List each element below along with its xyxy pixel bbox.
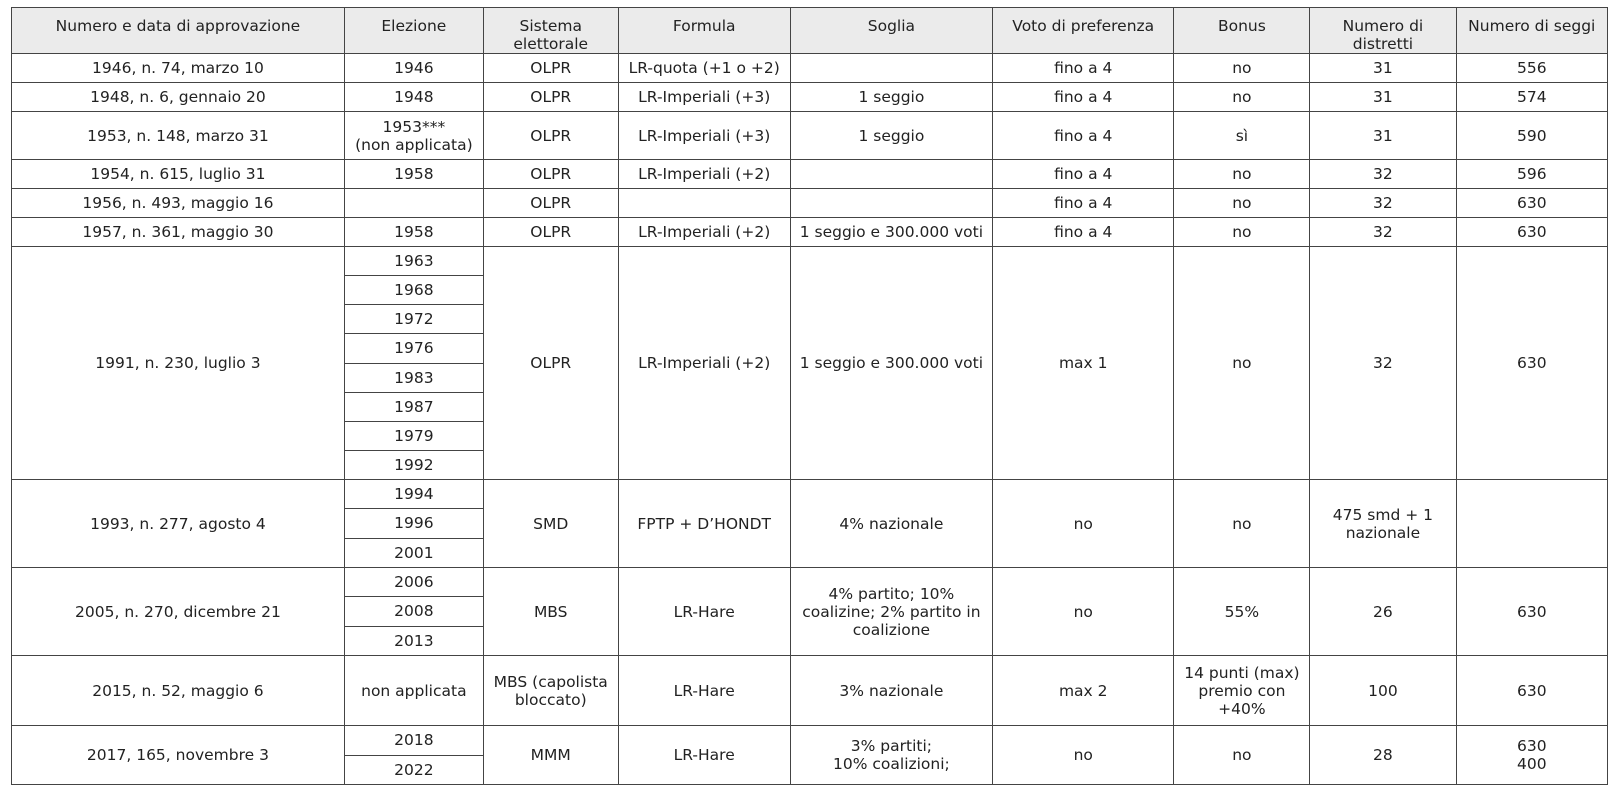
cell-text: OLPR bbox=[530, 165, 572, 183]
cell-elezione bbox=[344, 726, 483, 785]
election-year: 2018 bbox=[345, 726, 483, 756]
cell-text: 3% nazionale bbox=[839, 681, 944, 700]
cell-approvazione bbox=[12, 112, 345, 160]
cell-text: nazionale bbox=[1345, 523, 1421, 542]
table-row bbox=[12, 83, 1608, 112]
election-year: 1979 bbox=[345, 422, 483, 451]
cell-text: MMM bbox=[530, 746, 571, 764]
election-year: 1958 bbox=[394, 223, 434, 241]
cell-preferenza bbox=[993, 656, 1174, 726]
cell-formula bbox=[618, 83, 790, 112]
cell-distretti bbox=[1310, 83, 1456, 112]
cell-text: 32 bbox=[1373, 354, 1393, 372]
cell-text: bloccato) bbox=[514, 690, 587, 709]
cell-text: 1957, n. 361, maggio 30 bbox=[82, 223, 274, 241]
header-bonus: Bonus bbox=[1174, 8, 1310, 54]
cell-preferenza bbox=[993, 726, 1174, 785]
cell-approvazione bbox=[12, 218, 345, 247]
election-year: 2001 bbox=[394, 543, 434, 562]
cell-preferenza bbox=[993, 568, 1174, 656]
cell-bonus bbox=[1174, 54, 1310, 83]
election-year: 1968 bbox=[345, 276, 483, 305]
table-row bbox=[12, 160, 1608, 189]
cell-text: LR-Imperiali (+3) bbox=[638, 88, 771, 106]
cell-text: no bbox=[1232, 59, 1252, 77]
header-preferenza: Voto di preferenza bbox=[993, 8, 1174, 54]
cell-text: fino a 4 bbox=[1054, 59, 1113, 77]
cell-bonus bbox=[1174, 189, 1310, 218]
cell-bonus bbox=[1174, 160, 1310, 189]
cell-elezione bbox=[344, 247, 483, 480]
cell-soglia bbox=[790, 247, 992, 480]
cell-text: LR-quota (+1 o +2) bbox=[628, 59, 780, 77]
election-list bbox=[345, 726, 483, 784]
cell-text: sì bbox=[1235, 126, 1249, 145]
cell-distretti bbox=[1310, 160, 1456, 189]
election-list bbox=[345, 568, 483, 655]
cell-sistema bbox=[483, 656, 618, 726]
cell-text: no bbox=[1232, 165, 1252, 183]
cell-seggi bbox=[1456, 160, 1607, 189]
cell-text: OLPR bbox=[530, 194, 572, 212]
table-body bbox=[12, 54, 1608, 785]
cell-soglia bbox=[790, 112, 992, 160]
cell-seggi bbox=[1456, 189, 1607, 218]
election-year: 1958 bbox=[394, 165, 434, 183]
cell-formula bbox=[618, 160, 790, 189]
cell-text: no bbox=[1232, 88, 1252, 106]
header-sistema: Sistema elettorale bbox=[483, 8, 618, 54]
cell-text: MBS bbox=[533, 602, 568, 621]
cell-formula bbox=[618, 189, 790, 218]
cell-text: no bbox=[1232, 194, 1252, 212]
cell-distretti bbox=[1310, 54, 1456, 83]
cell-formula bbox=[618, 247, 790, 480]
cell-text: 630 bbox=[1516, 737, 1547, 755]
cell-text: 10% coalizioni; bbox=[833, 755, 950, 773]
cell-text: 1 seggio bbox=[858, 88, 925, 106]
cell-text: LR-Hare bbox=[673, 602, 735, 621]
cell-text: coalizine; 2% partito in bbox=[802, 602, 981, 621]
table-row bbox=[12, 218, 1608, 247]
cell-text: LR-Hare bbox=[673, 681, 735, 700]
cell-approvazione bbox=[12, 160, 345, 189]
cell-approvazione bbox=[12, 54, 345, 83]
election-year: 1992 bbox=[394, 455, 434, 474]
cell-distretti bbox=[1310, 189, 1456, 218]
cell-sistema bbox=[483, 480, 618, 568]
election-year: 1963 bbox=[345, 247, 483, 276]
cell-soglia bbox=[790, 726, 992, 785]
cell-text: 475 smd + 1 bbox=[1332, 505, 1434, 524]
cell-bonus bbox=[1174, 480, 1310, 568]
cell-sistema bbox=[483, 54, 618, 83]
cell-text: 574 bbox=[1516, 88, 1547, 106]
cell-text: LR-Imperiali (+3) bbox=[638, 126, 771, 145]
cell-text: 1956, n. 493, maggio 16 bbox=[82, 194, 274, 212]
cell-soglia bbox=[790, 218, 992, 247]
election-year: 1948 bbox=[394, 88, 434, 106]
election-year: 1953*** bbox=[382, 117, 446, 136]
table-row bbox=[12, 656, 1608, 726]
cell-preferenza bbox=[993, 480, 1174, 568]
cell-formula bbox=[618, 480, 790, 568]
cell-elezione bbox=[344, 218, 483, 247]
cell-distretti bbox=[1310, 218, 1456, 247]
cell-bonus bbox=[1174, 83, 1310, 112]
cell-soglia bbox=[790, 568, 992, 656]
cell-text: SMD bbox=[533, 514, 569, 533]
cell-distretti bbox=[1310, 568, 1456, 656]
cell-distretti bbox=[1310, 480, 1456, 568]
cell-bonus bbox=[1174, 112, 1310, 160]
cell-text: OLPR bbox=[530, 126, 572, 145]
cell-formula bbox=[618, 568, 790, 656]
table-row bbox=[12, 189, 1608, 218]
cell-seggi bbox=[1456, 726, 1607, 785]
header-distretti: Numero di distretti bbox=[1310, 8, 1456, 54]
cell-text: 1948, n. 6, gennaio 20 bbox=[90, 88, 266, 106]
cell-seggi bbox=[1456, 480, 1607, 568]
cell-formula bbox=[618, 54, 790, 83]
header-row bbox=[12, 8, 1608, 54]
cell-preferenza bbox=[993, 54, 1174, 83]
table-row bbox=[12, 247, 1608, 480]
table-row bbox=[12, 480, 1608, 568]
election-year: 1972 bbox=[345, 305, 483, 334]
cell-preferenza bbox=[993, 160, 1174, 189]
cell-sistema bbox=[483, 218, 618, 247]
cell-text: FPTP + D’HONDT bbox=[637, 514, 772, 533]
cell-text: 400 bbox=[1516, 755, 1547, 773]
cell-text: 28 bbox=[1373, 746, 1393, 764]
election-year: 1983 bbox=[345, 364, 483, 393]
cell-text: OLPR bbox=[530, 354, 572, 372]
election-year: 1996 bbox=[345, 509, 483, 538]
cell-approvazione bbox=[12, 480, 345, 568]
cell-text: fino a 4 bbox=[1054, 126, 1113, 145]
cell-soglia bbox=[790, 83, 992, 112]
cell-text: 556 bbox=[1516, 59, 1547, 77]
cell-text: 32 bbox=[1373, 194, 1393, 212]
table-row bbox=[12, 568, 1608, 656]
cell-bonus bbox=[1174, 247, 1310, 480]
cell-seggi bbox=[1456, 218, 1607, 247]
cell-text: no bbox=[1232, 746, 1252, 764]
cell-approvazione bbox=[12, 656, 345, 726]
cell-text: 630 bbox=[1516, 223, 1547, 241]
cell-elezione bbox=[344, 568, 483, 656]
cell-seggi bbox=[1456, 247, 1607, 480]
cell-elezione bbox=[344, 54, 483, 83]
cell-seggi bbox=[1456, 54, 1607, 83]
cell-elezione bbox=[344, 656, 483, 726]
cell-text: 630 bbox=[1516, 354, 1547, 372]
header-formula: Formula bbox=[618, 8, 790, 54]
cell-text: no bbox=[1232, 354, 1252, 372]
cell-approvazione bbox=[12, 726, 345, 785]
cell-text: 4% partito; 10% bbox=[828, 584, 955, 603]
cell-seggi bbox=[1456, 656, 1607, 726]
cell-text: coalizione bbox=[852, 620, 931, 639]
cell-text: 2017, 165, novembre 3 bbox=[86, 746, 269, 764]
cell-approvazione bbox=[12, 568, 345, 656]
cell-text: 1 seggio e 300.000 voti bbox=[799, 223, 984, 241]
header-seggi: Numero di seggi bbox=[1456, 8, 1607, 54]
cell-formula bbox=[618, 112, 790, 160]
cell-soglia bbox=[790, 189, 992, 218]
election-year: 1946 bbox=[394, 59, 434, 77]
cell-text: MBS (capolista bbox=[493, 672, 608, 691]
election-list bbox=[345, 480, 483, 567]
cell-text: 32 bbox=[1373, 165, 1393, 183]
cell-text: 2015, n. 52, maggio 6 bbox=[92, 681, 264, 700]
cell-bonus bbox=[1174, 656, 1310, 726]
cell-text: +40% bbox=[1218, 699, 1266, 718]
cell-text: 1 seggio e 300.000 voti bbox=[799, 354, 984, 372]
cell-elezione bbox=[344, 189, 483, 218]
cell-approvazione bbox=[12, 247, 345, 480]
cell-text: fino a 4 bbox=[1054, 165, 1113, 183]
cell-sistema bbox=[483, 160, 618, 189]
cell-text: fino a 4 bbox=[1054, 194, 1113, 212]
cell-elezione bbox=[344, 83, 483, 112]
cell-sistema bbox=[483, 568, 618, 656]
cell-text: LR-Hare bbox=[673, 746, 735, 764]
election-year: 1976 bbox=[345, 334, 483, 363]
cell-text: fino a 4 bbox=[1054, 88, 1113, 106]
cell-text: 590 bbox=[1516, 126, 1547, 145]
cell-text: 2005, n. 270, dicembre 21 bbox=[75, 602, 281, 621]
cell-text: fino a 4 bbox=[1054, 223, 1113, 241]
header-elezione: Elezione bbox=[344, 8, 483, 54]
table-row bbox=[12, 54, 1608, 83]
cell-text: no bbox=[1073, 746, 1093, 764]
election-year: 1987 bbox=[345, 393, 483, 422]
cell-formula bbox=[618, 656, 790, 726]
election-year: (non applicata) bbox=[355, 135, 473, 154]
cell-text: 4% nazionale bbox=[839, 514, 944, 533]
cell-preferenza bbox=[993, 247, 1174, 480]
cell-text: 100 bbox=[1368, 681, 1398, 700]
cell-sistema bbox=[483, 189, 618, 218]
cell-text: 630 bbox=[1516, 602, 1547, 621]
cell-seggi bbox=[1456, 112, 1607, 160]
cell-soglia bbox=[790, 160, 992, 189]
cell-bonus bbox=[1174, 218, 1310, 247]
cell-text: 55% bbox=[1224, 602, 1260, 621]
cell-soglia bbox=[790, 480, 992, 568]
cell-distretti bbox=[1310, 726, 1456, 785]
cell-sistema bbox=[483, 83, 618, 112]
cell-bonus bbox=[1174, 726, 1310, 785]
cell-distretti bbox=[1310, 247, 1456, 480]
cell-text: 1954, n. 615, luglio 31 bbox=[90, 165, 266, 183]
election-year: 2008 bbox=[345, 597, 483, 626]
cell-text: LR-Imperiali (+2) bbox=[638, 354, 771, 372]
cell-soglia bbox=[790, 656, 992, 726]
table-row bbox=[12, 112, 1608, 160]
cell-sistema bbox=[483, 112, 618, 160]
cell-text: 1 seggio bbox=[858, 126, 925, 145]
election-list bbox=[345, 247, 483, 479]
election-year: 1994 bbox=[345, 480, 483, 509]
cell-text: LR-Imperiali (+2) bbox=[638, 223, 771, 241]
cell-preferenza bbox=[993, 189, 1174, 218]
cell-text: 26 bbox=[1373, 602, 1393, 621]
cell-text: OLPR bbox=[530, 88, 572, 106]
cell-elezione bbox=[344, 480, 483, 568]
electoral-laws-table bbox=[11, 7, 1608, 785]
cell-text: max 2 bbox=[1058, 681, 1108, 700]
cell-approvazione bbox=[12, 83, 345, 112]
cell-seggi bbox=[1456, 83, 1607, 112]
cell-text: LR-Imperiali (+2) bbox=[638, 165, 771, 183]
cell-text: OLPR bbox=[530, 59, 572, 77]
cell-text: 3% partiti; bbox=[850, 737, 932, 755]
cell-preferenza bbox=[993, 83, 1174, 112]
cell-text: 1991, n. 230, luglio 3 bbox=[95, 354, 261, 372]
table-row bbox=[12, 726, 1608, 785]
cell-distretti bbox=[1310, 112, 1456, 160]
cell-text: no bbox=[1232, 223, 1252, 241]
cell-text: premio con bbox=[1198, 681, 1286, 700]
cell-text: max 1 bbox=[1058, 354, 1108, 372]
cell-distretti bbox=[1310, 656, 1456, 726]
cell-preferenza bbox=[993, 218, 1174, 247]
cell-text: 31 bbox=[1373, 126, 1393, 145]
cell-text: no bbox=[1073, 514, 1093, 533]
cell-formula bbox=[618, 726, 790, 785]
cell-text: 14 punti (max) bbox=[1184, 663, 1300, 682]
cell-sistema bbox=[483, 247, 618, 480]
election-year: 2022 bbox=[394, 760, 434, 779]
cell-text: 630 bbox=[1516, 194, 1547, 212]
cell-approvazione bbox=[12, 189, 345, 218]
cell-text: 1993, n. 277, agosto 4 bbox=[90, 514, 266, 533]
header-soglia: Soglia bbox=[790, 8, 992, 54]
cell-text: OLPR bbox=[530, 223, 572, 241]
cell-sistema bbox=[483, 726, 618, 785]
cell-elezione bbox=[344, 160, 483, 189]
cell-soglia bbox=[790, 54, 992, 83]
cell-text: 32 bbox=[1373, 223, 1393, 241]
header-approvazione: Numero e data di approvazione bbox=[12, 8, 345, 54]
cell-text: 31 bbox=[1373, 59, 1393, 77]
election-year: non applicata bbox=[361, 681, 467, 700]
election-year: 2006 bbox=[345, 568, 483, 597]
cell-elezione bbox=[344, 112, 483, 160]
cell-bonus bbox=[1174, 568, 1310, 656]
election-year: 2013 bbox=[394, 631, 434, 650]
cell-seggi bbox=[1456, 568, 1607, 656]
cell-text: 596 bbox=[1516, 165, 1547, 183]
cell-preferenza bbox=[993, 112, 1174, 160]
cell-text: 630 bbox=[1516, 681, 1547, 700]
cell-formula bbox=[618, 218, 790, 247]
cell-text: 1946, n. 74, marzo 10 bbox=[92, 59, 264, 77]
cell-text: no bbox=[1073, 602, 1093, 621]
cell-text: 31 bbox=[1373, 88, 1393, 106]
cell-text: no bbox=[1232, 514, 1252, 533]
cell-text: 1953, n. 148, marzo 31 bbox=[87, 126, 269, 145]
